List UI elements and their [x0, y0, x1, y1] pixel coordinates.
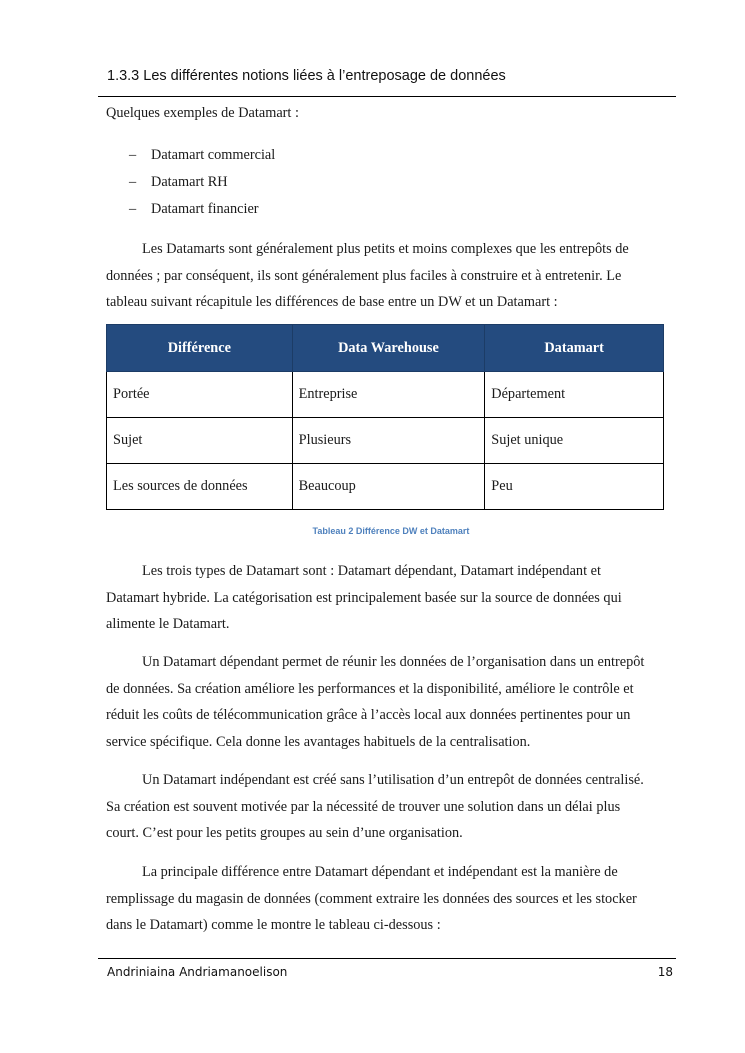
dash-bullet-icon: –	[129, 174, 137, 190]
datamart-examples-list	[129, 145, 275, 226]
table-cell: Portée	[107, 372, 293, 418]
header-divider	[98, 96, 676, 97]
paragraph-4: Un Datamart indépendant est créé sans l’utilisation d’un entrepôt de données centralisé. Sa création est souvent motivée par la nécessité de trouver une solution dans un délai plus court. C’est pour les petits groupes au sein d’une organisation.	[106, 772, 644, 841]
table-row	[107, 372, 664, 418]
table-row	[107, 464, 664, 510]
section-heading: 1.3.3 Les différentes notions liées à l’entreposage de données	[107, 68, 506, 84]
list-item: – Datamart commercial	[129, 147, 276, 163]
paragraph-5: La principale différence entre Datamart dépendant et indépendant est la manière de remplissage du magasin de données (comment extraire les données des sources et les stocker dans le Datamart) comme le montre le tableau ci-dessous :	[106, 864, 637, 933]
table-cell: Sujet unique	[485, 418, 664, 464]
table-header-row	[107, 325, 664, 372]
column-header-datamart: Datamart	[485, 325, 664, 372]
dash-bullet-icon: –	[129, 201, 137, 217]
table-cell: Beaucoup	[292, 464, 485, 510]
footer-divider	[98, 958, 676, 959]
table-row	[107, 418, 664, 464]
list-item: – Datamart financier	[129, 201, 259, 217]
table-cell: Département	[485, 372, 664, 418]
table-cell: Peu	[485, 464, 664, 510]
footer-author: Andriniaina Andriamanoelison	[107, 965, 288, 979]
list-item: – Datamart RH	[129, 174, 228, 190]
column-header-data-warehouse: Data Warehouse	[292, 325, 485, 372]
intro-paragraph	[106, 100, 676, 127]
paragraph-1: Les Datamarts sont généralement plus petits et moins complexes que les entrepôts de données ; par conséquent, ils sont généralement plus faciles à construire et à entretenir. Le tableau suivant récapitule les différences de base entre un DW et un Datamart :	[106, 241, 629, 310]
table-cell: Plusieurs	[292, 418, 485, 464]
page-number: 18	[657, 965, 673, 979]
table-cell: Les sources de données	[107, 464, 293, 510]
difference-table	[106, 324, 664, 510]
paragraph-2: Les trois types de Datamart sont : Datamart dépendant, Datamart indépendant et Datamart hybride. La catégorisation est principalement basée sur la source de données qui alimente le Datamart.	[106, 563, 622, 632]
table-cell: Sujet	[107, 418, 293, 464]
intro-text: Quelques exemples de Datamart :	[106, 105, 299, 121]
dash-bullet-icon: –	[129, 147, 137, 163]
table-cell: Entreprise	[292, 372, 485, 418]
table-caption: Tableau 2 Différence DW et Datamart	[312, 526, 470, 536]
column-header-difference: Différence	[107, 325, 293, 372]
paragraph-3: Un Datamart dépendant permet de réunir les données de l’organisation dans un entrepôt de données. Sa création améliore les performances et la disponibilité, améliore le contrôle et réduit les coûts de télécommunication grâce à l’accès local aux données pertinentes pour un service spécifique. Cela donne les avantages habituels de la centralisation.	[106, 654, 645, 750]
